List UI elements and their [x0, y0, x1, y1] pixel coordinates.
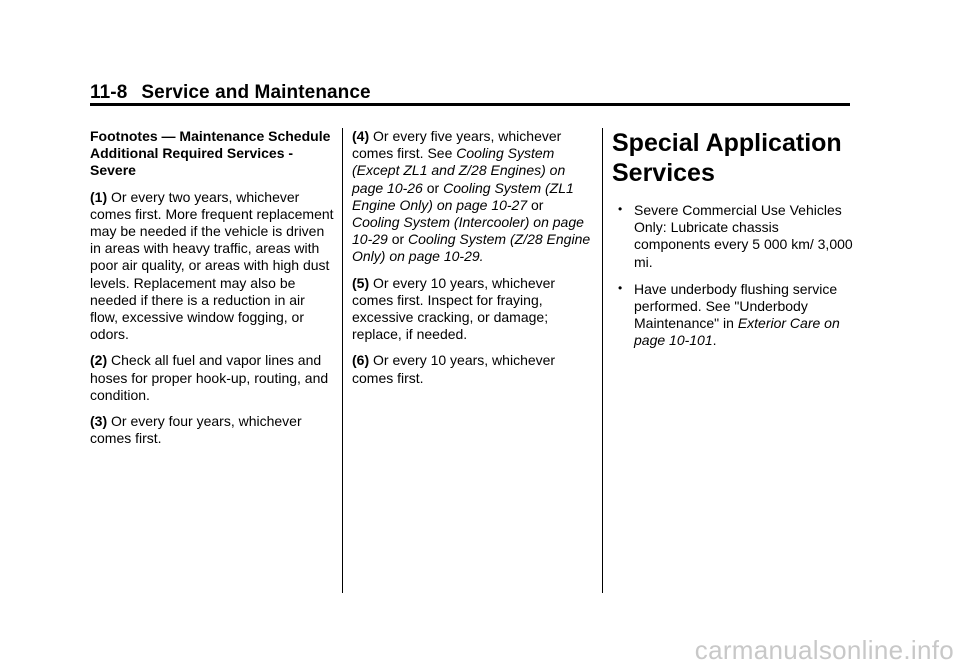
footnote-marker: (6)	[352, 352, 370, 369]
page-number: 11-8	[90, 82, 128, 103]
footnote-text: Or every 10 years, whichever comes first.	[352, 352, 556, 386]
footnote-text: Check all fuel and vapor lines and hoses for proper hook-up, routing, and condition.	[90, 352, 329, 403]
list-item-text: Severe Commercial Use Vehicles Only: Lubricate chassis components every 5 000 km/ 3,000 mi.	[634, 202, 853, 270]
services-list	[612, 202, 857, 350]
bullet-icon: •	[618, 280, 623, 295]
footnote-1	[90, 189, 334, 344]
footnote-marker: (3)	[90, 413, 108, 430]
right-column	[612, 128, 857, 360]
footnotes-subheading: Footnotes — Maintenance Schedule Additional Required Services - Severe	[90, 128, 331, 179]
footnote-text: Or every 10 years, whichever comes first. Inspect for fraying, excessive cracking, or damage; replace, if needed.	[352, 274, 556, 343]
cross-reference-link[interactable]: Cooling System (Except ZL1 and Z/28 Engines) on page 10-26	[352, 145, 566, 196]
cross-reference-link[interactable]: Exterior Care on page 10-101	[634, 315, 840, 349]
section-title: Service and Maintenance	[141, 82, 371, 103]
cross-reference-link[interactable]: Cooling System (Intercooler) on page 10-29	[352, 214, 584, 248]
column-divider-2	[602, 128, 603, 593]
footnote-5	[352, 275, 594, 344]
footnote-text: .	[479, 248, 484, 265]
column-divider-1	[342, 128, 343, 593]
middle-column	[352, 128, 594, 396]
bullet-icon: •	[618, 202, 623, 216]
section-heading: Special Application Services	[612, 129, 842, 187]
left-column	[90, 128, 334, 456]
list-item-text: Have underbody flushing service performed. See "Underbody Maintenance" in	[634, 280, 838, 332]
page-header	[90, 82, 371, 104]
footnote-marker: (1)	[90, 188, 108, 205]
cross-reference-link[interactable]: Cooling System (Z/28 Engine Only) on page 10-29	[352, 231, 591, 265]
cross-reference-link[interactable]: Cooling System (ZL1 Engine Only) on page 10-27	[352, 179, 574, 213]
footnote-4	[352, 128, 594, 266]
footnote-3	[90, 413, 334, 447]
footnote-text: Or every five years, whichever comes first. See	[352, 128, 562, 162]
footnote-text: or	[422, 179, 444, 196]
footnote-text: or	[527, 196, 544, 213]
list-item-text: .	[712, 332, 717, 349]
footnote-marker: (5)	[352, 274, 370, 291]
footnote-6	[352, 352, 594, 386]
footnote-text: or	[387, 231, 409, 248]
watermark: carmanualsonline.info	[694, 635, 954, 665]
list-item	[612, 202, 857, 271]
footnote-text: Or every two years, whichever comes first. More frequent replacement may be needed if the vehicle is driven in areas with heavy traffic, areas with poor air quality, or areas with high dust levels. Replacement may also be needed if there is a reduction in air flow, excessive window fogging, or odors.	[90, 188, 334, 343]
footnote-marker: (2)	[90, 352, 108, 369]
footnote-2	[90, 352, 334, 404]
list-item	[612, 281, 857, 350]
footnote-text: Or every four years, whichever comes first.	[90, 413, 302, 447]
footnote-marker: (4)	[352, 128, 370, 144]
header-rule	[90, 103, 850, 106]
